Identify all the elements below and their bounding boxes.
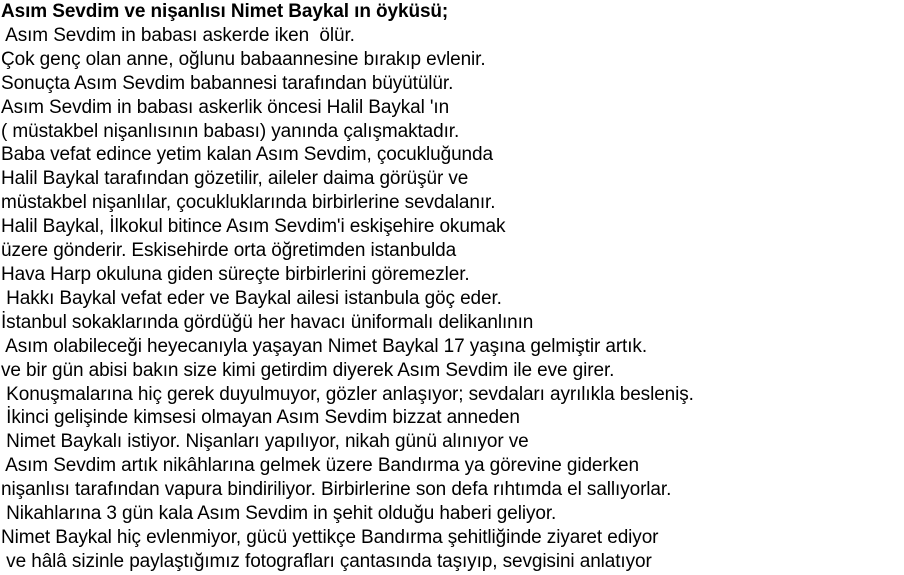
story-line-21: Nikahlarına 3 gün kala Asım Sevdim in şehit olduğu haberi geliyor. (1, 503, 557, 525)
story-line-23: ve hâlâ sizinle paylaştığımız fotografları çantasında taşıyıp, sevgisini anlatıyor (1, 550, 652, 572)
story-line-16: Konuşmalarına hiç gerek duyulmuyor, gözler anlaşıyor; sevdaları ayrılıkla besleniş. (1, 383, 694, 405)
story-line-18: Nimet Baykalı istiyor. Nişanları yapılıyor, nikah günü alınıyor ve (1, 431, 529, 453)
story-line-13: İstanbul sokaklarında gördüğü her havacı üniformalı delikanlının (1, 311, 534, 333)
story-line-10: üzere gönderir. Eskisehirde orta öğretimden istanbulda (1, 240, 457, 262)
story-line-14: Asım olabileceği heyecanıyla yaşayan Nimet Baykal 17 yaşına gelmiştir artık. (1, 335, 647, 357)
story-line-5: ( müstakbel nişanlısının babası) yanında çalışmaktadır. (1, 120, 460, 142)
document (1, 0, 904, 574)
story-line-1: Asım Sevdim in babası askerde iken ölür. (1, 24, 355, 46)
story-line-19: Asım Sevdim artık nikâhlarına gelmek üzere Bandırma ya görevine giderken (1, 455, 639, 477)
story-line-22: Nimet Baykal hiç evlenmiyor, gücü yettikçe Bandırma şehitliğinde ziyaret ediyor (1, 526, 659, 548)
story-line-8: müstakbel nişanlılar, çocukluklarında birbirlerine sevdalanır. (1, 192, 496, 214)
story-line-15: ve bir gün abisi bakın size kimi getirdim diyerek Asım Sevdim ile eve girer. (1, 359, 615, 381)
story-line-20: nişanlısı tarafından vapura bindiriliyor. Birbirlerine son defa rıhtımda el sallıyorlar. (1, 479, 672, 501)
document-title: Asım Sevdim ve nişanlısı Nimet Baykal ın öyküsü; (1, 1, 449, 22)
story-line-17: İkinci gelişinde kimsesi olmayan Asım Sevdim bizzat anneden (1, 407, 520, 429)
story-line-12: Hakkı Baykal vefat eder ve Baykal ailesi istanbula göç eder. (1, 287, 502, 309)
story-line-6: Baba vefat edince yetim kalan Asım Sevdim, çocukluğunda (1, 144, 493, 166)
story-line-3: Sonuçta Asım Sevdim babannesi tarafından büyütülür. (1, 72, 454, 94)
story-line-7: Halil Baykal tarafından gözetilir, aileler daima görüşür ve (1, 168, 469, 190)
story-line-2: Çok genç olan anne, oğlunu babaannesine bırakıp evlenir. (1, 48, 486, 70)
story-line-11: Hava Harp okuluna giden süreçte birbirlerini göremezler. (1, 263, 470, 285)
story-line-9: Halil Baykal, İlkokul bitince Asım Sevdim'i eskişehire okumak (1, 216, 506, 238)
story-lines (1, 24, 904, 574)
story-line-4: Asım Sevdim in babası askerlik öncesi Halil Baykal 'ın (1, 96, 450, 118)
